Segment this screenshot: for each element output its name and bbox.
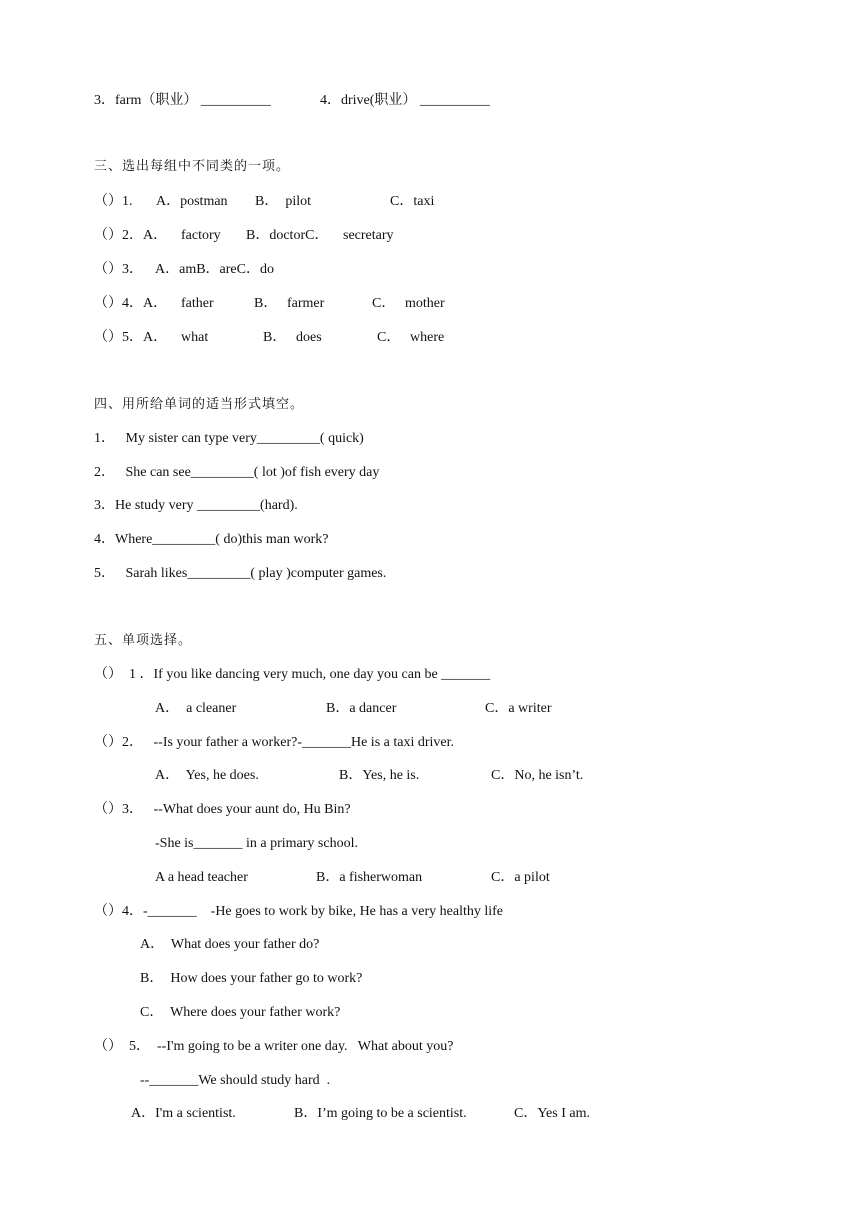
s3-q4-label-c: C． [372,296,396,311]
section3-heading: 三、选出每组中不同类的一项。 [94,159,291,174]
s3-q5-label-b: B． [263,330,287,345]
s3-q5-option-a: what [181,330,209,345]
s5-q1-option-a: A． a cleaner [155,701,237,716]
s5-q2-option-a: A． Yes, he does. [155,768,259,783]
s3-q4-option-c: mother [405,296,445,311]
s5-q4-option-b: B． How does your father go to work? [140,971,363,986]
section4-heading: 四、用所给单词的适当形式填空。 [94,397,305,412]
s5-q3-option-b: B．a fisherwoman [316,870,423,885]
s3-q4-num: （）4．A． [94,296,168,311]
s3-q3-num: （）3． [94,262,143,277]
s5-q2-option-b: B．Yes, he is. [339,768,420,783]
s5-q4-option-a: A． What does your father do? [140,937,320,952]
s3-q2-option-c: secretary [343,228,394,243]
question-drive: 4．drive(职业） __________ [320,93,490,108]
s5-q4-option-c: C． Where does your father work? [140,1005,341,1020]
s3-q3-options: A．amB．areC．do [155,262,274,277]
s3-q5-option-c: where [410,330,445,345]
s5-q5-option-a: A．I'm a scientist. [131,1106,236,1121]
s3-q1-num: （）1. [94,194,133,209]
s4-question-3: 3．He study very _________(hard). [94,498,298,513]
section5-heading: 五、单项选择。 [94,633,193,648]
s3-q1-option-a: A．postman [156,194,228,209]
s5-q1-option-b: B．a dancer [326,701,397,716]
s4-question-1: 1． My sister can type very_________( quick) [94,431,364,446]
s5-q3-stem: （）3． --What does your aunt do, Hu Bin? [94,802,351,817]
s3-q1-option-b: B． pilot [255,194,312,209]
s5-q5-stem-line2: --_______We should study hard . [140,1073,331,1088]
s3-q4-option-b: farmer [287,296,325,311]
s3-q2-option-b: B．doctorC． [246,228,329,243]
s5-q2-stem: （）2． --Is your father a worker?-_______He is a taxi driver. [94,735,455,750]
s3-q5-label-c: C． [377,330,401,345]
s5-q3-option-c: C．a pilot [491,870,550,885]
s5-q3-stem-line2: -She is_______ in a primary school. [155,836,358,851]
s4-question-4: 4．Where_________( do)this man work? [94,532,329,547]
s5-q5-stem: （） 5． --I'm going to be a writer one day. What about you? [94,1039,454,1054]
s3-q4-option-a: father [181,296,214,311]
s3-q1-option-c: C．taxi [390,194,435,209]
s3-q5-option-b: does [296,330,322,345]
s4-question-5: 5． Sarah likes_________( play )computer games. [94,566,387,581]
s5-q2-option-c: C．No, he isn’t. [491,768,584,783]
s3-q5-num: （）5．A． [94,330,168,345]
question-farm: 3．farm（职业） __________ [94,93,271,108]
s5-q4-stem: （）4．-_______ -He goes to work by bike, He has a very healthy life [94,904,504,919]
s3-q2-num: （）2．A． [94,228,168,243]
s4-question-2: 2． She can see_________( lot )of fish every day [94,465,380,480]
s3-q4-label-b: B． [254,296,278,311]
s3-q2-option-a: factory [181,228,221,243]
s5-q3-option-a: A a head teacher [155,870,248,885]
s5-q1-option-c: C．a writer [485,701,552,716]
s5-q5-option-c: C．Yes I am. [514,1106,590,1121]
s5-q5-option-b: B．I’m going to be a scientist. [294,1106,467,1121]
s5-q1-stem: （） 1 ．If you like dancing very much, one day you can be _______ [94,667,491,682]
